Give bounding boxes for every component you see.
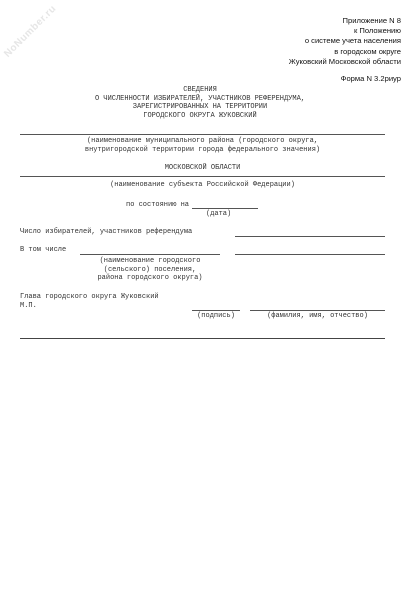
full-name-caption: (фамилия, имя, отчество): [267, 312, 368, 320]
bottom-divider: [20, 338, 385, 339]
municipality-caption-line: (наименование муниципального района (городского округа,: [86, 137, 319, 145]
head-label: Глава городского округа Жуковский: [20, 293, 159, 301]
signature-caption: (подпись): [197, 312, 235, 320]
title-line: О ЧИСЛЕННОСТИ ИЗБИРАТЕЛЕЙ, УЧАСТНИКОВ РЕФЕРЕНДУМА,: [94, 94, 306, 103]
annex-line: в городском округе: [334, 46, 401, 56]
title-line: ЗАРЕГИСТРИРОВАННЫХ НА ТЕРРИТОРИИ: [132, 103, 268, 112]
annex-line: к Положению: [353, 26, 401, 36]
settlement-caption-line: (сельского) поселения,: [103, 265, 197, 274]
signature-field-line[interactable]: [192, 310, 240, 311]
voters-label: Число избирателей, участников референдума: [20, 228, 193, 236]
title-line: ГОРОДСКОГО ОКРУГА ЖУКОВСКИЙ: [143, 111, 257, 120]
full-name-field-line[interactable]: [250, 310, 385, 311]
voters-field-line[interactable]: [235, 236, 385, 237]
municipality-caption: [20, 137, 385, 154]
title-line: СВЕДЕНИЯ: [183, 86, 217, 94]
settlement-caption-line: района городского округа): [97, 274, 203, 283]
as-of-label: по состоянию на: [126, 201, 190, 209]
settlement-caption: [80, 257, 220, 283]
annex-line: о системе учета населения: [304, 36, 401, 46]
stamp-label: М.П.: [20, 302, 37, 310]
region-field-line[interactable]: [20, 176, 385, 177]
municipality-field-line[interactable]: [20, 134, 385, 135]
including-label: В том числе: [20, 246, 67, 254]
annex-line: Жуковский Московской области: [288, 56, 401, 66]
settlement-count-field-line[interactable]: [235, 254, 385, 255]
annex-line: Приложение N 8: [342, 16, 401, 25]
date-caption: (дата): [206, 210, 232, 218]
municipality-caption-line: внутригородской территории города федерального значения): [84, 145, 321, 154]
form-number: Форма N 3.2риур: [340, 74, 401, 83]
date-field-line[interactable]: [192, 208, 258, 209]
annex-header: [289, 16, 401, 67]
watermark: NoNumber.ru: [2, 3, 59, 60]
region-value: МОСКОВСКОЙ ОБЛАСТИ: [164, 164, 241, 172]
document-title: [70, 86, 330, 120]
settlement-caption-line: (наименование городского: [99, 257, 201, 265]
region-caption: (наименование субъекта Российской Федерации): [110, 181, 295, 189]
settlement-field-line[interactable]: [80, 254, 220, 255]
